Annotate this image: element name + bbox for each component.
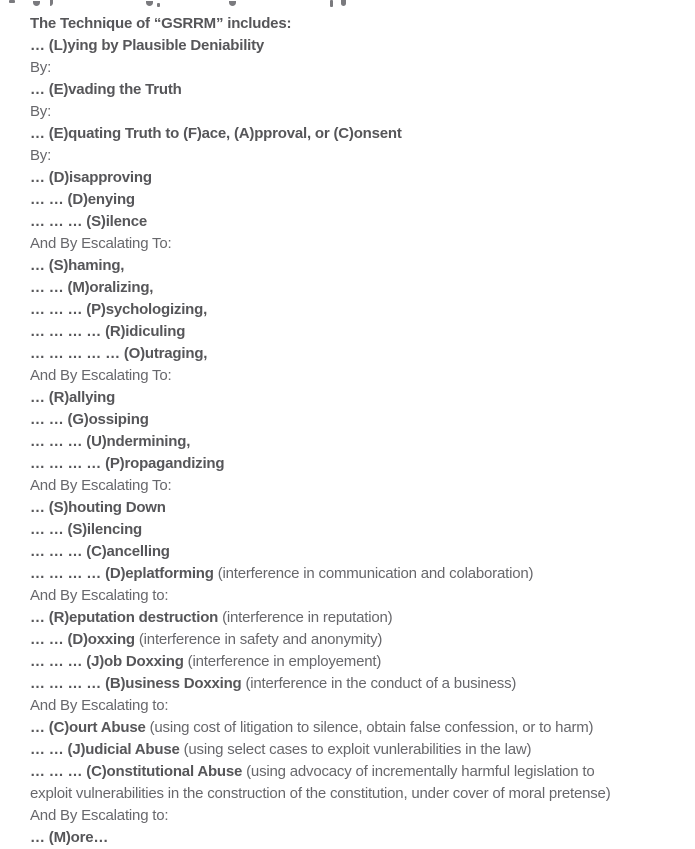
bold-text: … … (D)oxxing [30,631,139,648]
bold-text: … (R)allying [30,389,116,406]
clipped-glyph-fragment [50,0,53,6]
clipped-glyph-fragment [33,1,40,6]
bold-text: … (E)vading the Truth [30,81,182,98]
connector-line [30,805,685,827]
bold-text: … … … (J)ob Doxxing [30,653,188,670]
regular-text: By: [30,103,52,120]
list-item [30,519,685,541]
connector-line [30,695,685,717]
bold-text: … … (D)enying [30,191,135,208]
list-item [30,211,685,233]
list-item [30,607,685,629]
clipped-glyph-fragment [330,0,333,7]
regular-text: By: [30,59,52,76]
list-item [30,123,685,145]
regular-text: (interference in reputation) [222,609,393,626]
list-item [30,453,685,475]
bold-text: The Technique of “GSRRM” includes: [30,15,292,32]
regular-text: (using cost of litigation to silence, obtain false confession, or to harm) [149,719,594,736]
list-item [30,299,685,321]
bold-text: … … … … … (O)utraging, [30,345,208,362]
bold-text: … … … … (D)eplatforming [30,565,218,582]
regular-text: (interference in the conduct of a business) [245,675,517,692]
list-item [30,497,685,519]
bold-text: … … … … (P)ropagandizing [30,455,225,472]
bold-text: … … … … (R)idiculing [30,323,186,340]
list-item [30,189,685,211]
bold-text: … … (G)ossiping [30,411,149,428]
gsrrm-technique-list [30,13,685,849]
list-item [30,35,685,57]
clipped-glyph-fragment [229,1,236,6]
connector-line [30,365,685,387]
list-item [30,321,685,343]
bold-text: … … (J)udicial Abuse [30,741,184,758]
list-item [30,541,685,563]
list-item [30,387,685,409]
bold-text: … … … (P)sychologizing, [30,301,208,318]
regular-text: exploit vulnerabilities in the construction of the constitution, under cover of moral pretense) [30,785,611,802]
clipped-glyph-fragment [341,0,346,6]
clipped-glyph-fragment [146,1,153,6]
regular-text: (interference in employement) [187,653,382,670]
bold-text: … (C)ourt Abuse [30,719,150,736]
bold-text: … … (M)oralizing, [30,279,154,296]
connector-line [30,57,685,79]
bold-text: … (S)houting Down [30,499,166,516]
list-item [30,277,685,299]
list-item [30,409,685,431]
list-item [30,629,685,651]
bold-text: … (E)quating Truth to (F)ace, (A)pproval, or (C)onsent [30,125,402,142]
list-item [30,673,685,695]
list-item [30,827,685,849]
clipped-glyph-fragment [9,0,15,3]
regular-text: And By Escalating To: [30,235,172,252]
bold-text: … … … (C)onstitutional Abuse [30,763,247,780]
bold-text: … … … (U)ndermining, [30,433,191,450]
connector-line [30,585,685,607]
bold-text: … (M)ore… [30,829,109,846]
regular-text: And By Escalating to: [30,587,169,604]
regular-text: (interference in safety and anonymity) [138,631,383,648]
regular-text: And By Escalating to: [30,807,169,824]
bold-text: … (S)haming, [30,257,125,274]
list-item [30,343,685,365]
bold-text: … … … … (B)usiness Doxxing [30,675,246,692]
clipped-previous-line [0,0,695,9]
bold-text: … (L)ying by Plausible Deniability [30,37,265,54]
connector-line [30,233,685,255]
bold-text: … … (S)ilencing [30,521,143,538]
list-item [30,431,685,453]
list-item [30,717,685,739]
regular-text: And By Escalating to: [30,697,169,714]
bold-text: … (R)eputation destruction [30,609,223,626]
regular-text: And By Escalating To: [30,477,172,494]
list-item [30,761,685,783]
bold-text: … … … (S)ilence [30,213,148,230]
clipped-glyph-fragment [157,3,160,7]
bold-text: … (D)isapproving [30,169,152,186]
regular-text: And By Escalating To: [30,367,172,384]
title-line [30,13,685,35]
list-item [30,563,685,585]
list-item-continuation [30,783,685,805]
regular-text: By: [30,147,52,164]
connector-line [30,101,685,123]
connector-line [30,475,685,497]
list-item [30,79,685,101]
regular-text: (using advocacy of incrementally harmful legislation to [246,763,595,780]
list-item [30,739,685,761]
regular-text: (using select cases to exploit vunlerabilities in the law) [183,741,532,758]
list-item [30,167,685,189]
list-item [30,255,685,277]
connector-line [30,145,685,167]
list-item [30,651,685,673]
regular-text: (interference in communication and colaboration) [217,565,534,582]
bold-text: … … … (C)ancelling [30,543,170,560]
